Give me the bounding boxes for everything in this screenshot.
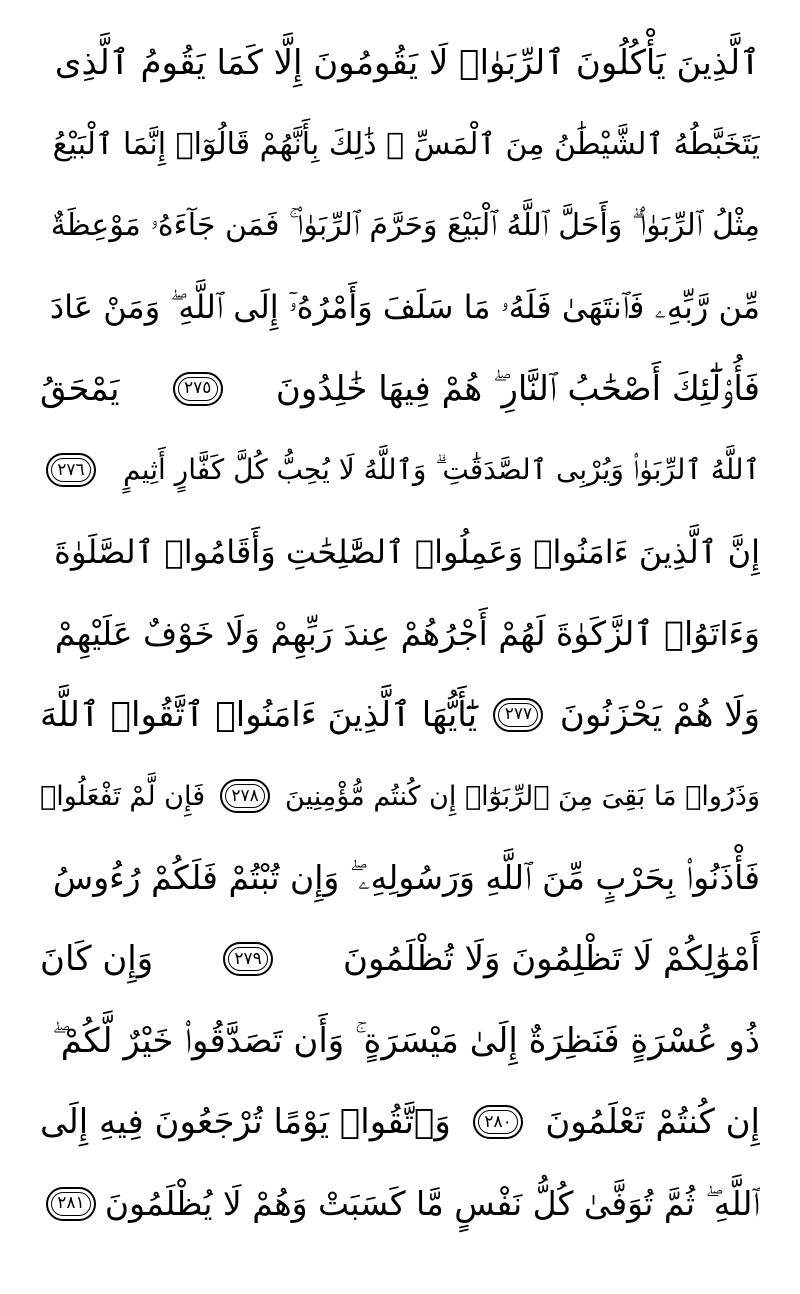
text-line [40, 837, 760, 919]
text-line [40, 593, 760, 675]
text-line [40, 267, 760, 349]
verse-text: وَلَا هُمْ يَحْزَنُونَ [559, 694, 760, 735]
ayah-number-marker [223, 942, 273, 976]
ayah-number: ٢٧٩ [234, 948, 262, 969]
ayah-number: ٢٨١ [57, 1193, 85, 1214]
verse-text: فَأْذَنُوا۟ بِحَرْبٍ مِّنَ ٱللَّهِ وَرَسُولِهِۦ ۖ وَإِن تُبْتُمْ فَلَكُمْ رُءُوسُ [52, 857, 760, 897]
quran-text-block [40, 22, 760, 1245]
text-line [40, 185, 760, 267]
verse-text: وَءَاتَوُا۟ ٱلزَّكَوٰةَ لَهُمْ أَجْرُهُمْ عِندَ رَبِّهِمْ وَلَا خَوْفٌ عَلَيْهِمْ [54, 613, 760, 653]
verse-text: أَمْوَٰلِكُمْ لَا تَظْلِمُونَ وَلَا تُظْلَمُونَ [342, 939, 760, 980]
verse-text: ٱلَّذِينَ يَأْكُلُونَ ٱلرِّبَوٰا۟ لَا يَقُومُونَ إِلَّا كَمَا يَقُومُ ٱلَّذِى [54, 43, 760, 84]
ayah-number: ٢٧٨ [231, 785, 259, 806]
ayah-number: ٢٧٦ [57, 459, 85, 480]
text-line [40, 348, 760, 430]
text-line [40, 674, 760, 756]
ayah-number-marker [493, 698, 543, 732]
verse-text: إِن كُنتُمْ تَعْلَمُونَ [545, 1102, 760, 1143]
text-line [40, 22, 760, 104]
text-line [40, 430, 760, 512]
verse-text: يَٰٓأَيُّهَا ٱلَّذِينَ ءَامَنُوا۟ ٱتَّقُوا۟ ٱللَّهَ [40, 695, 478, 736]
verse-text: وَٱتَّقُوا۟ يَوْمًا تُرْجَعُونَ فِيهِ إِلَى [40, 1102, 451, 1143]
ayah-number: ٢٧٥ [183, 378, 212, 399]
text-line [40, 1000, 760, 1082]
verse-text: ذُو عُسْرَةٍ فَنَظِرَةٌ إِلَىٰ مَيْسَرَةٍ ۚ وَأَن تَصَدَّقُوا۟ خَيْرٌ لَّكُمْ ۖ [52, 1020, 760, 1061]
verse-text: فَإِن لَّمْ تَفْعَلُوا۟ [40, 780, 206, 812]
text-line [40, 511, 760, 593]
text-line [40, 1082, 760, 1164]
ayah-number-marker [220, 779, 270, 813]
ayah-number-marker [46, 1187, 96, 1221]
text-line [40, 756, 760, 838]
ayah-number: ٢٨٠ [484, 1111, 512, 1132]
verse-text: إِنَّ ٱلَّذِينَ ءَامَنُوا۟ وَعَمِلُوا۟ ٱلصَّٰلِحَٰتِ وَأَقَامُوا۟ ٱلصَّلَوٰةَ [54, 532, 760, 571]
ayah-number-marker [173, 372, 223, 406]
ayah-number: ٢٧٧ [504, 704, 533, 725]
verse-text: يَمْحَقُ [40, 368, 120, 409]
verse-text: يَتَخَبَّطُهُ ٱلشَّيْطَٰنُ مِنَ ٱلْمَسِّ ۚ ذَٰلِكَ بِأَنَّهُمْ قَالُوٓا۟ إِنَّمَا ٱلْبَيْعُ [52, 126, 760, 162]
verse-text: فَأُو۟لَٰٓئِكَ أَصْحَٰبُ ٱلنَّارِ ۖ هُمْ فِيهَا خَٰلِدُونَ [275, 368, 760, 409]
verse-text: مِّن رَّبِّهِۦ فَٱنتَهَىٰ فَلَهُۥ مَا سَلَفَ وَأَمْرُهُۥٓ إِلَى ٱللَّهِ ۖ وَمَنْ عَادَ [49, 287, 760, 326]
verse-text: مِثْلُ ٱلرِّبَوٰا۟ ۗ وَأَحَلَّ ٱللَّهُ ٱلْبَيْعَ وَحَرَّمَ ٱلرِّبَوٰا۟ ۚ فَمَن جَآءَهُۥ مَوْعِظَةٌ [50, 208, 760, 244]
ayah-number-marker [46, 453, 96, 487]
verse-text: ٱللَّهِ ۖ ثُمَّ تُوَفَّىٰ كُلُّ نَفْسٍ مَّا كَسَبَتْ وَهُمْ لَا يُظْلَمُونَ [104, 1183, 760, 1223]
verse-text: ٱللَّهُ ٱلرِّبَوٰا۟ وَيُرْبِى ٱلصَّدَقَٰتِ ۗ وَٱللَّهُ لَا يُحِبُّ كُلَّ كَفَّارٍ أَثِيمٍ [123, 453, 760, 487]
text-line [40, 1163, 760, 1245]
verse-text: وَذَرُوا۟ مَا بَقِىَ مِنَ ٱلرِّبَوٰٓا۟ إِن كُنتُم مُّؤْمِنِينَ [285, 780, 760, 812]
ayah-number-marker [473, 1105, 523, 1139]
verse-text: وَإِن كَانَ [40, 939, 154, 980]
text-line [40, 104, 760, 186]
text-line [40, 919, 760, 1001]
